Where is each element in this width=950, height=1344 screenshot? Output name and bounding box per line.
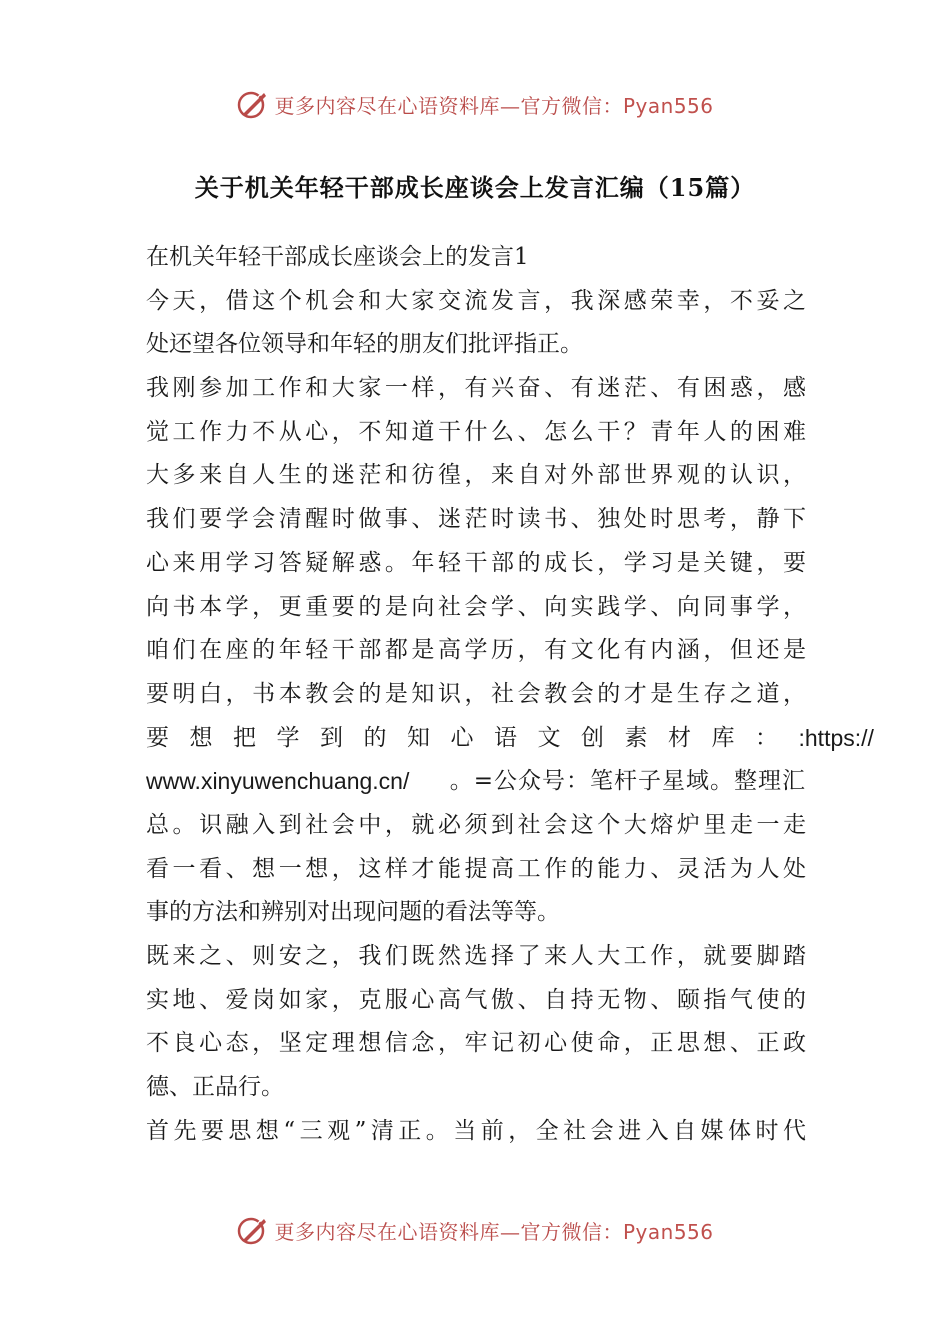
document-body <box>146 236 874 1153</box>
body-line: 首先要思想“三观”清正。当前，全社会进入自媒体时代 <box>146 1117 806 1144</box>
body-line: 我们要学会清醒时做事、迷茫时读书、独处时思考，静下 <box>146 506 806 533</box>
quill-logo-icon <box>236 87 270 121</box>
body-line: 德、正品行。 <box>146 1074 284 1101</box>
body-line: 大多来自人生的迷茫和彷徨，来自对外部世界观的认识， <box>146 462 806 489</box>
body-line: 不良心态，坚定理想信念，牢记初心使命，正思想、正政 <box>146 1030 806 1057</box>
body-line: 实地、爱岗如家，克服心高气傲、自持无物、颐指气使的 <box>146 986 806 1013</box>
wechat-id: Pyan556 <box>622 93 714 118</box>
wechat-id: Pyan556 <box>622 1219 714 1244</box>
body-line: 我刚参加工作和大家一样，有兴奋、有迷茫、有困惑，感 <box>146 375 806 402</box>
footer-banner <box>0 1210 950 1250</box>
banner-text: 更多内容尽在心语资料库—官方微信：Pyan556 <box>274 93 714 118</box>
url-fragment: :https:// <box>798 724 874 751</box>
body-line: 今天，借这个机会和大家交流发言，我深感荣幸，不妥之 <box>146 287 806 314</box>
quill-logo-icon <box>236 1213 270 1247</box>
body-line: 咱们在座的年轻干部都是高学历，有文化有内涵，但还是 <box>146 637 806 664</box>
body-line: 觉工作力不从心，不知道干什么、怎么干？青年人的困难 <box>146 418 806 445</box>
body-line: 总。识融入到社会中，就必须到社会这个大熔炉里走一走 <box>146 811 806 838</box>
url-text: www.xinyuwenchuang.cn/ <box>146 768 410 795</box>
header-banner <box>0 84 950 124</box>
body-line: 向书本学，更重要的是向社会学、向实践学、向同事学， <box>146 593 806 620</box>
document-title: 关于机关年轻干部成长座谈会上发言汇编（15篇） <box>194 173 756 202</box>
body-line: 看一看、想一想，这样才能提高工作的能力、灵活为人处 <box>146 855 806 882</box>
body-line-with-url: www.xinyuwenchuang.cn/ 。=公众号：笔杆子星域。整理汇 <box>146 760 806 804</box>
body-line: 处还望各位领导和年轻的朋友们批评指正。 <box>146 331 583 358</box>
body-line-with-url: 要想把学到的知心语文创素材库： :https:// <box>146 717 806 761</box>
subtitle: 在机关年轻干部成长座谈会上的发言1 <box>146 244 529 270</box>
body-line: 心来用学习答疑解惑。年轻干部的成长，学习是关键，要 <box>146 549 806 576</box>
body-line: 事的方法和辨别对出现问题的看法等等。 <box>146 899 560 926</box>
body-line: 要明白，书本教会的是知识，社会教会的才是生存之道， <box>146 680 806 707</box>
body-line: 既来之、则安之，我们既然选择了来人大工作，就要脚踏 <box>146 943 806 969</box>
banner-text: 更多内容尽在心语资料库—官方微信：Pyan556 <box>274 1219 714 1244</box>
